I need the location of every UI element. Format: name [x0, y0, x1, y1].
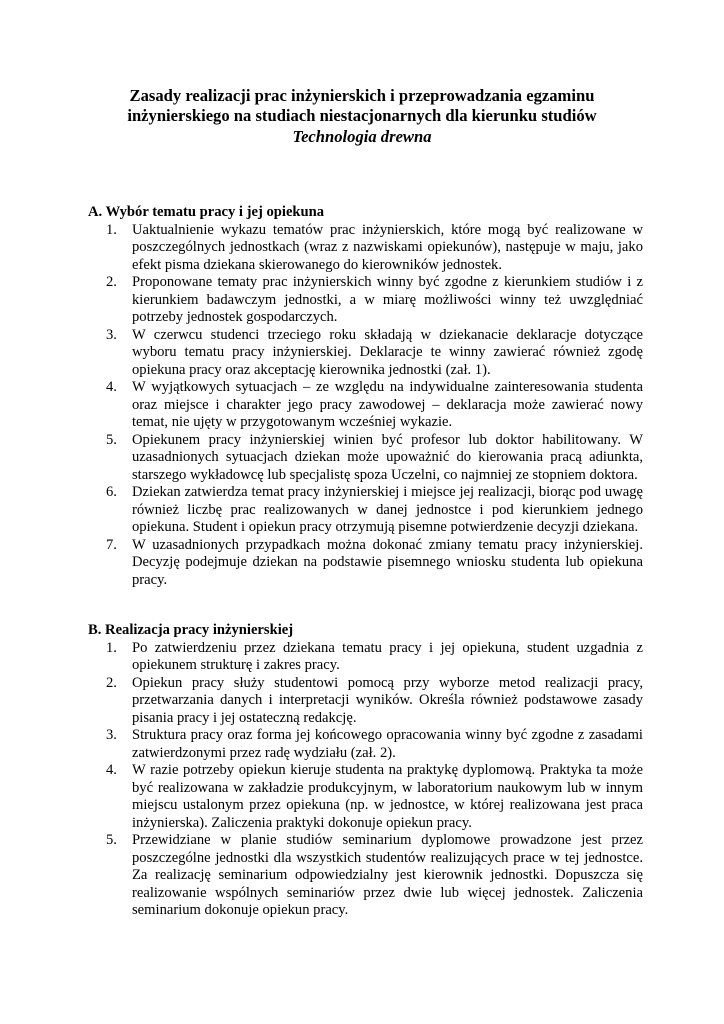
- item-number: 4.: [106, 379, 117, 395]
- item-text: W razie potrzeby opiekun kieruje studenta na praktykę dyplomową. Praktyka ta może być realizowana w zakładzie produkcyjnym, w laboratorium naukowym lub w innym miejscu ustalonym przez opiekuna (np. w jednostce, w której realizowana jest praca inżynierska). Zaliczenia praktyki dokonuje opiekun pracy.: [132, 762, 643, 831]
- list-item: [88, 379, 643, 432]
- list-item: [88, 484, 643, 537]
- item-text: W czerwcu studenci trzeciego roku składają w dziekanacie deklaracje dotyczące wyboru tematu pracy inżynierskiej. Deklaracje te winny zawierać również zgodę opiekuna pracy oraz akceptację kierownika jednostki (zał. 1).: [132, 326, 643, 378]
- item-text: Uaktualnienie wykazu tematów prac inżynierskich, które mogą być realizowane w poszczególnych jednostkach (wraz z nazwiskami opiekunów), następuje w maju, jako efekt pisma dziekana skierowanego do kierowników jednostek.: [132, 221, 643, 273]
- item-text: Po zatwierdzeniu przez dziekana tematu pracy i jej opiekuna, student uzgadnia z opiekunem strukturę i zakres pracy.: [132, 639, 643, 673]
- item-text: Struktura pracy oraz forma jej końcowego opracowania winny być zgodne z zasadami zatwierdzonymi przez radę wydziału (zał. 2).: [132, 727, 643, 761]
- document-title: [95, 86, 629, 147]
- item-number: 3.: [106, 727, 117, 743]
- item-text: W uzasadnionych przypadkach można dokonać zmiany tematu pracy inżynierskiej. Decyzję podejmuje dziekan na podstawie pisemnego wniosku studenta lub opiekuna pracy.: [132, 536, 643, 588]
- title-line-1: Zasady realizacji prac inżynierskich i przeprowadzania egzaminu: [129, 86, 595, 105]
- item-number: 5.: [106, 832, 117, 848]
- section-a-list: [88, 222, 643, 590]
- list-item: [88, 537, 643, 590]
- item-number: 1.: [106, 639, 117, 656]
- section-a-heading: A. Wybór tematu pracy i jej opiekuna: [88, 204, 325, 220]
- item-text: Proponowane tematy prac inżynierskich winny być zgodne z kierunkiem studiów i z kierunkiem badawczym jednostki, a w miarę możliwości winny też uwzględniać potrzeby jednostek gospodarczych.: [132, 274, 643, 325]
- item-number: 5.: [106, 431, 117, 448]
- item-number: 4.: [106, 762, 117, 778]
- item-text: W wyjątkowych sytuacjach – ze względu na indywidualne zainteresowania studenta oraz miejsce i charakter jego pracy zawodowej – deklaracja może zawierać nowy temat, nie ujęty w przygotowanym wcześniej wykazie.: [132, 379, 643, 430]
- section-a: [88, 204, 643, 589]
- item-number: 1.: [106, 221, 117, 238]
- list-item: [88, 727, 643, 762]
- section-b-heading: B. Realizacja pracy inżynierskiej: [88, 622, 294, 638]
- list-item: [88, 640, 643, 675]
- list-item: [88, 327, 643, 380]
- list-item: [88, 222, 643, 275]
- title-field-of-study: Technologia drewna: [292, 126, 432, 146]
- item-number: 2.: [106, 674, 117, 691]
- item-number: 2.: [106, 274, 117, 290]
- item-number: 6.: [106, 484, 117, 500]
- item-number: 7.: [106, 536, 117, 553]
- item-text: Dziekan zatwierdza temat pracy inżynierskiej i miejsce jej realizacji, biorąc pod uwagę również liczbę prac realizowanych w danej jednostce i pod kierunkiem jednego opiekuna. Student i opiekun pracy otrzymują pisemne potwierdzenie decyzji dziekana.: [132, 484, 643, 535]
- list-item: [88, 762, 643, 832]
- section-b: [88, 622, 643, 920]
- list-item: [88, 274, 643, 327]
- item-text: Opiekunem pracy inżynierskiej winien być profesor lub doktor habilitowany. W uzasadnionych sytuacjach dziekan może upoważnić do kierowania pracą adiunkta, starszego wykładowcę lub specjalistę spoza Uczelni, co najmniej ze stopniem doktora.: [132, 431, 643, 483]
- item-text: Przewidziane w planie studiów seminarium dyplomowe prowadzone jest przez poszczególne jednostki dla wszystkich studentów realizujących prace w tej jednostce. Za realizację seminarium odpowiedzialny jest kierownik jednostki. Dopuszcza się realizowanie wspólnych seminariów przez dwie lub więcej jednostek. Zaliczenia seminarium dokonuje opiekun pracy.: [132, 832, 643, 918]
- item-number: 3.: [106, 326, 117, 343]
- list-item: [88, 832, 643, 920]
- list-item: [88, 675, 643, 728]
- list-item: [88, 432, 643, 485]
- section-b-list: [88, 640, 643, 920]
- item-text: Opiekun pracy służy studentowi pomocą przy wyborze metod realizacji pracy, przetwarzania danych i interpretacji wyników. Określa również podstawowe zasady pisania pracy i jej ostateczną redakcję.: [132, 674, 643, 726]
- title-line-2: inżynierskiego na studiach niestacjonarnych dla kierunku studiów: [127, 106, 597, 126]
